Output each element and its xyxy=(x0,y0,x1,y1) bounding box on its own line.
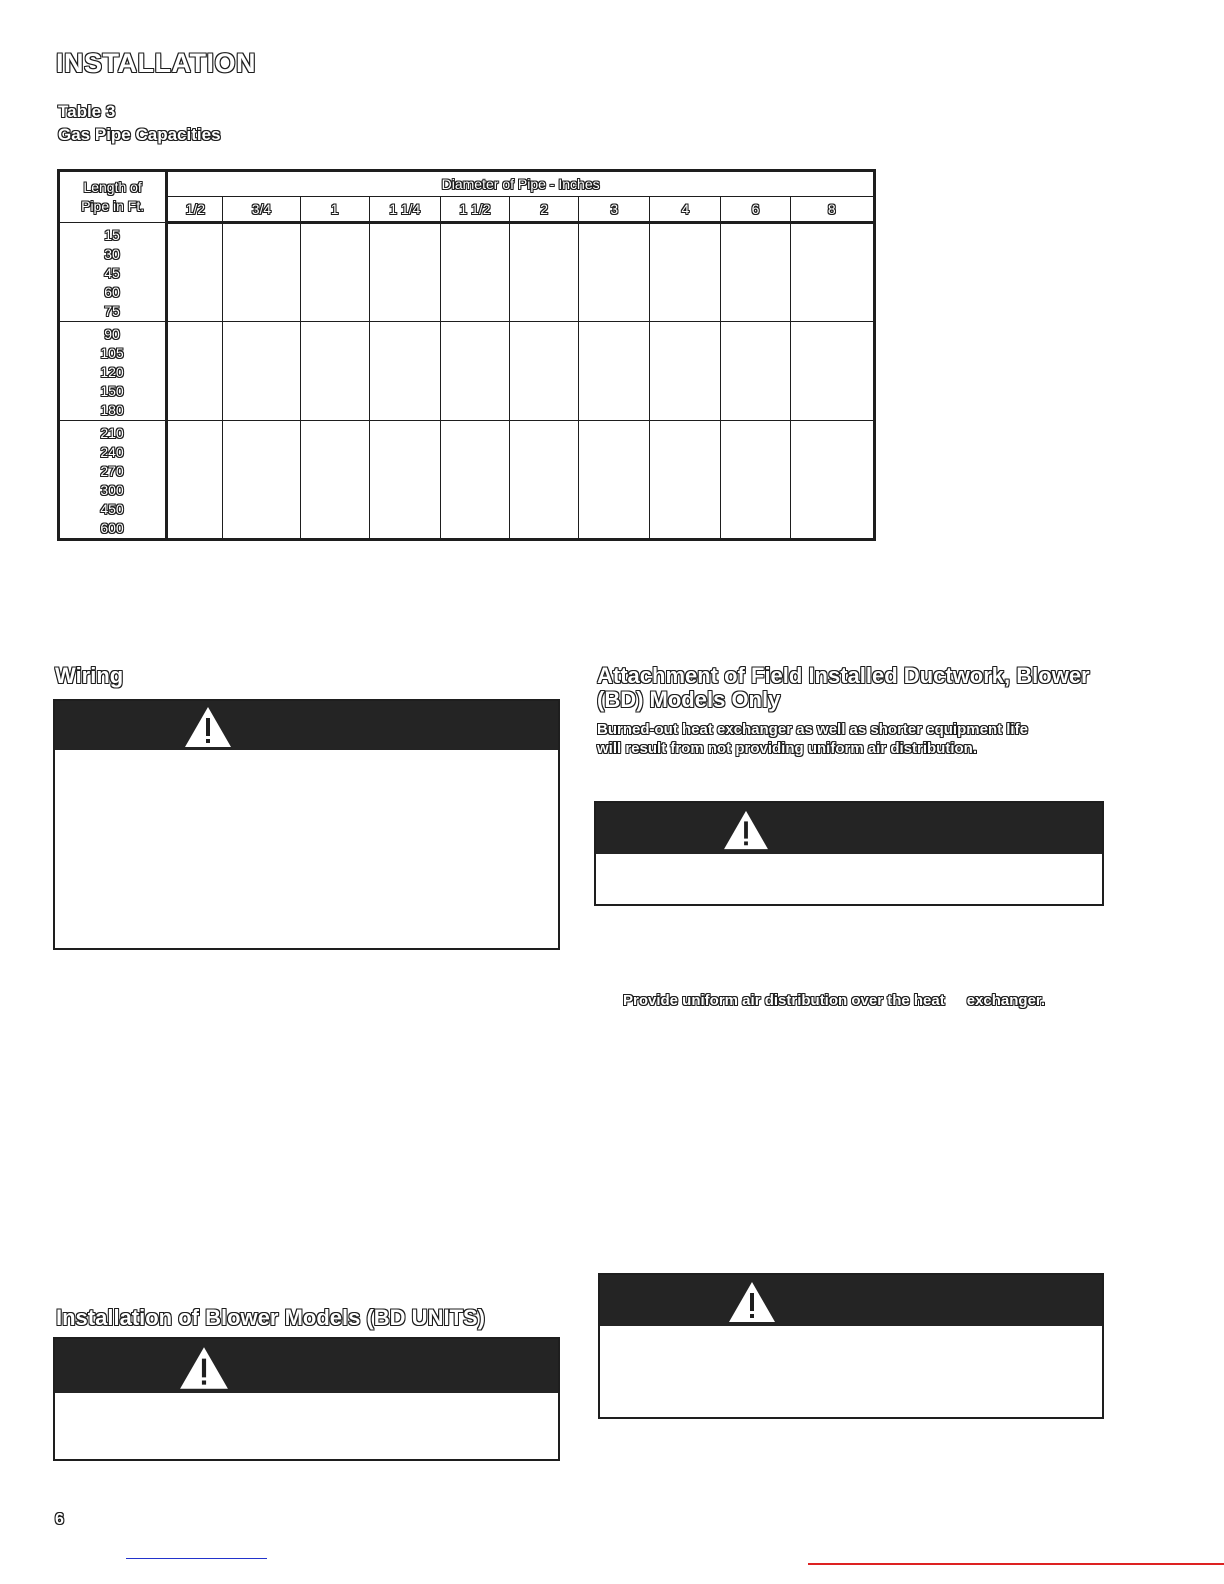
page-title: INSTALLATION xyxy=(56,48,256,78)
diameter-cell: 2 xyxy=(510,197,579,223)
length-cell: 15 30 45 60 75 xyxy=(59,223,167,322)
table-row xyxy=(59,322,875,421)
blower-warning-box xyxy=(53,1337,560,1461)
warning-triangle-icon xyxy=(178,1345,230,1391)
diameter-cell: 8 xyxy=(790,197,874,223)
diameter-cell: 1 1/2 xyxy=(440,197,509,223)
table-label xyxy=(58,100,221,146)
table-row xyxy=(59,223,875,322)
diameter-cell: 1/2 xyxy=(167,197,223,223)
table-caption: Gas Pipe Capacities xyxy=(58,125,221,144)
ductwork-warning-box xyxy=(594,801,1104,906)
diameter-cell: 4 xyxy=(650,197,721,223)
lower-right-warning-box xyxy=(598,1273,1104,1419)
footer-red-rule xyxy=(808,1563,1224,1565)
length-header-line1: Length of xyxy=(83,179,142,195)
diameter-header: Diameter of Pipe - Inches xyxy=(167,171,875,197)
diameter-cell: 3 xyxy=(579,197,650,223)
diameter-cell: 6 xyxy=(721,197,790,223)
wiring-heading: Wiring xyxy=(55,663,124,688)
warning-header-bar xyxy=(600,1275,1102,1326)
diameter-cell: 1 1/4 xyxy=(369,197,440,223)
wiring-warning-box xyxy=(53,699,560,950)
gas-pipe-capacity-table xyxy=(57,169,876,541)
uniform-air-note: Provide uniform air distribution over the heat exchanger. xyxy=(623,992,1046,1009)
length-cell: 210 240 270 300 450 600 xyxy=(59,421,167,540)
table-row xyxy=(59,421,875,540)
ductwork-intro: Burned-out heat exchanger as well as shorter equipment life will result from not providing uniform air distribution. xyxy=(597,721,1028,757)
length-column-header xyxy=(59,171,167,223)
footer-link-underline[interactable] xyxy=(126,1558,267,1559)
ductwork-heading: Attachment of Field Installed Ductwork, Blower (BD) Models Only xyxy=(597,663,1090,712)
diameter-cell: 3/4 xyxy=(223,197,300,223)
warning-header-bar xyxy=(55,701,558,750)
warning-triangle-icon xyxy=(183,705,233,749)
page-number: 6 xyxy=(55,1511,64,1528)
length-header-line2: Pipe in Ft. xyxy=(81,198,145,214)
warning-triangle-icon xyxy=(722,809,770,851)
blower-heading: Installation of Blower Models (BD UNITS) xyxy=(56,1305,486,1330)
warning-header-bar xyxy=(596,803,1102,854)
warning-header-bar xyxy=(55,1339,558,1393)
length-cell: 90 105 120 150 180 xyxy=(59,322,167,421)
diameter-cell: 1 xyxy=(300,197,369,223)
warning-triangle-icon xyxy=(727,1280,777,1324)
table-number: Table 3 xyxy=(58,102,116,121)
